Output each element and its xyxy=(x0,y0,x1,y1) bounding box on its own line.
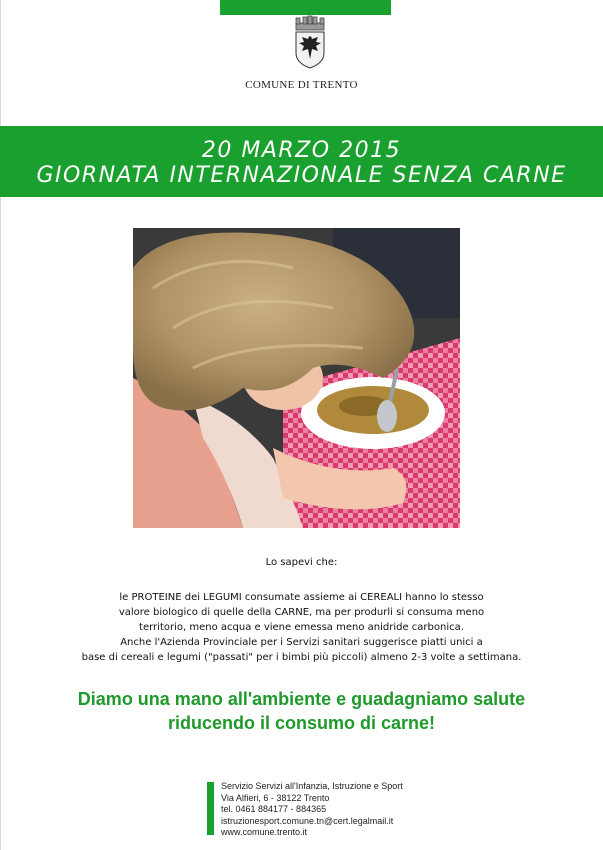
office-email: istruzionesport.comune.tn@cert.legalmail.it xyxy=(221,815,394,826)
top-green-bar xyxy=(220,0,391,15)
contact-footer xyxy=(221,781,403,839)
paragraph-line: le PROTEINE dei LEGUMI consumate assieme ai CEREALI hanno lo stesso xyxy=(119,592,484,603)
paragraph-line: base di cereali e legumi ("passati" per i bimbi più piccoli) almeno 2-3 volte a settimana. xyxy=(81,652,522,663)
footer-accent-bar xyxy=(207,782,214,835)
event-title: GIORNATA INTERNAZIONALE SENZA CARNE xyxy=(36,163,567,188)
institution-name: COMUNE DI TRENTO xyxy=(245,79,358,91)
office-phone: tel. 0461 884177 - 884365 xyxy=(221,804,327,815)
lead-question: Lo sapevi che: xyxy=(265,557,338,568)
info-paragraph xyxy=(60,590,543,665)
event-date: 20 MARZO 2015 xyxy=(201,138,402,163)
slogan-line-2: riducendo il consumo di carne! xyxy=(167,713,436,733)
slogan-line-1: Diamo una mano all'ambiente e guadagniamo salute xyxy=(77,689,526,709)
paragraph-line: territorio, meno acqua e viene emessa meno anidride carbonica. xyxy=(139,622,464,633)
title-banner xyxy=(0,126,603,197)
child-eating-photo xyxy=(133,228,460,528)
paragraph-line: valore biologico di quelle della CARNE, ma per produrli si consuma meno xyxy=(118,607,485,618)
office-name: Servizio Servizi all'Infanzia, Istruzione e Sport xyxy=(221,781,403,791)
paragraph-line: Anche l'Azienda Provinciale per i Servizi sanitari suggerisce piatti unici a xyxy=(120,637,483,648)
slogan xyxy=(0,687,603,735)
office-address: Via Alfieri, 6 - 38122 Trento xyxy=(221,792,330,803)
coat-of-arms-icon xyxy=(292,15,328,69)
office-website: www.comune.trento.it xyxy=(221,827,308,838)
